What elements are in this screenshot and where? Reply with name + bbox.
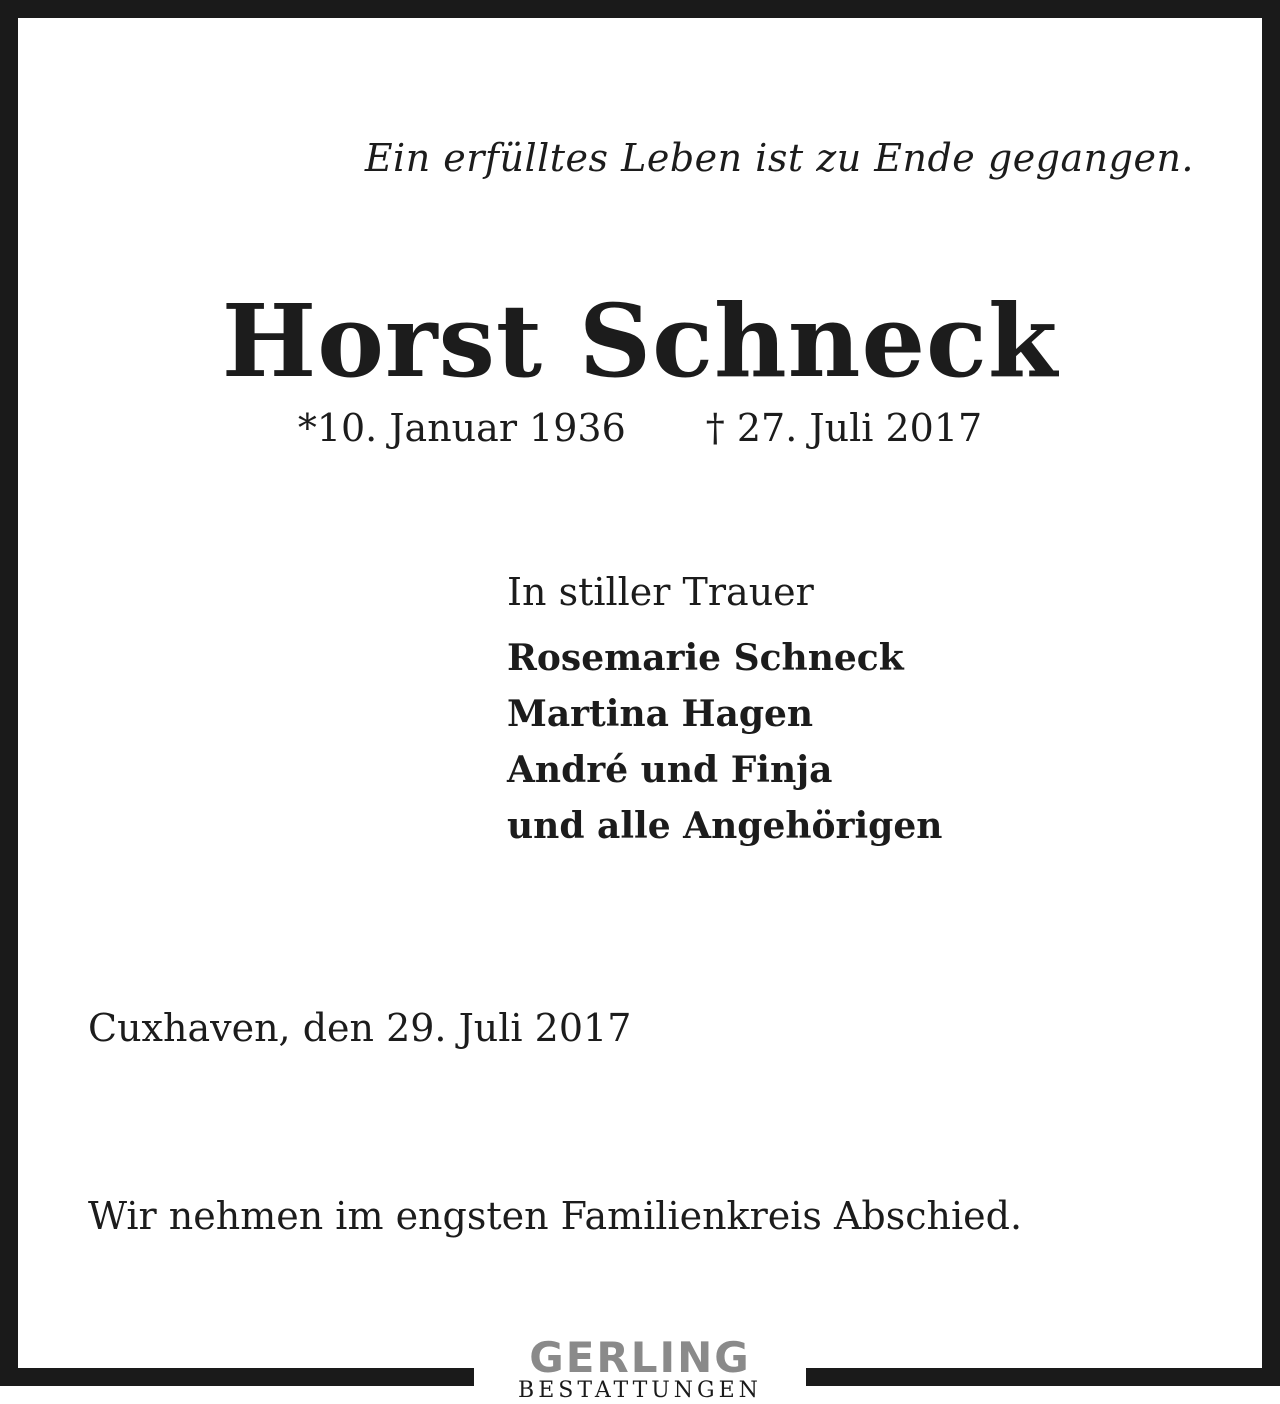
birth-date: *10. Januar 1936 (297, 406, 626, 450)
frame-bottom-right-border (806, 1368, 1280, 1386)
frame-bottom-left-border (0, 1368, 474, 1386)
funeral-home-logo (474, 1333, 806, 1404)
frame-top-border (0, 0, 1280, 18)
life-dates (0, 406, 1280, 450)
mourner-name: André und Finja (507, 749, 833, 791)
death-date: † 27. Juli 2017 (705, 406, 983, 450)
frame-left-border (0, 0, 18, 1386)
logo-subtitle: BESTATTUNGEN (518, 1378, 762, 1403)
mourner-name: und alle Angehörigen (507, 805, 943, 847)
place-and-date: Cuxhaven, den 29. Juli 2017 (88, 1006, 632, 1050)
deceased-name: Horst Schneck (221, 282, 1059, 400)
mourners-block (507, 570, 942, 854)
mourner-name: Rosemarie Schneck (507, 637, 904, 679)
farewell-note: Wir nehmen im engsten Familienkreis Abschied. (88, 1194, 1023, 1238)
logo-brand: GERLING (529, 1333, 751, 1382)
mourner-name: Martina Hagen (507, 693, 814, 735)
motto-line: Ein erfülltes Leben ist zu Ende gegangen. (364, 136, 1194, 180)
frame-right-border (1262, 0, 1280, 1386)
mourners-list (507, 630, 942, 854)
mourners-intro: In stiller Trauer (507, 570, 814, 614)
